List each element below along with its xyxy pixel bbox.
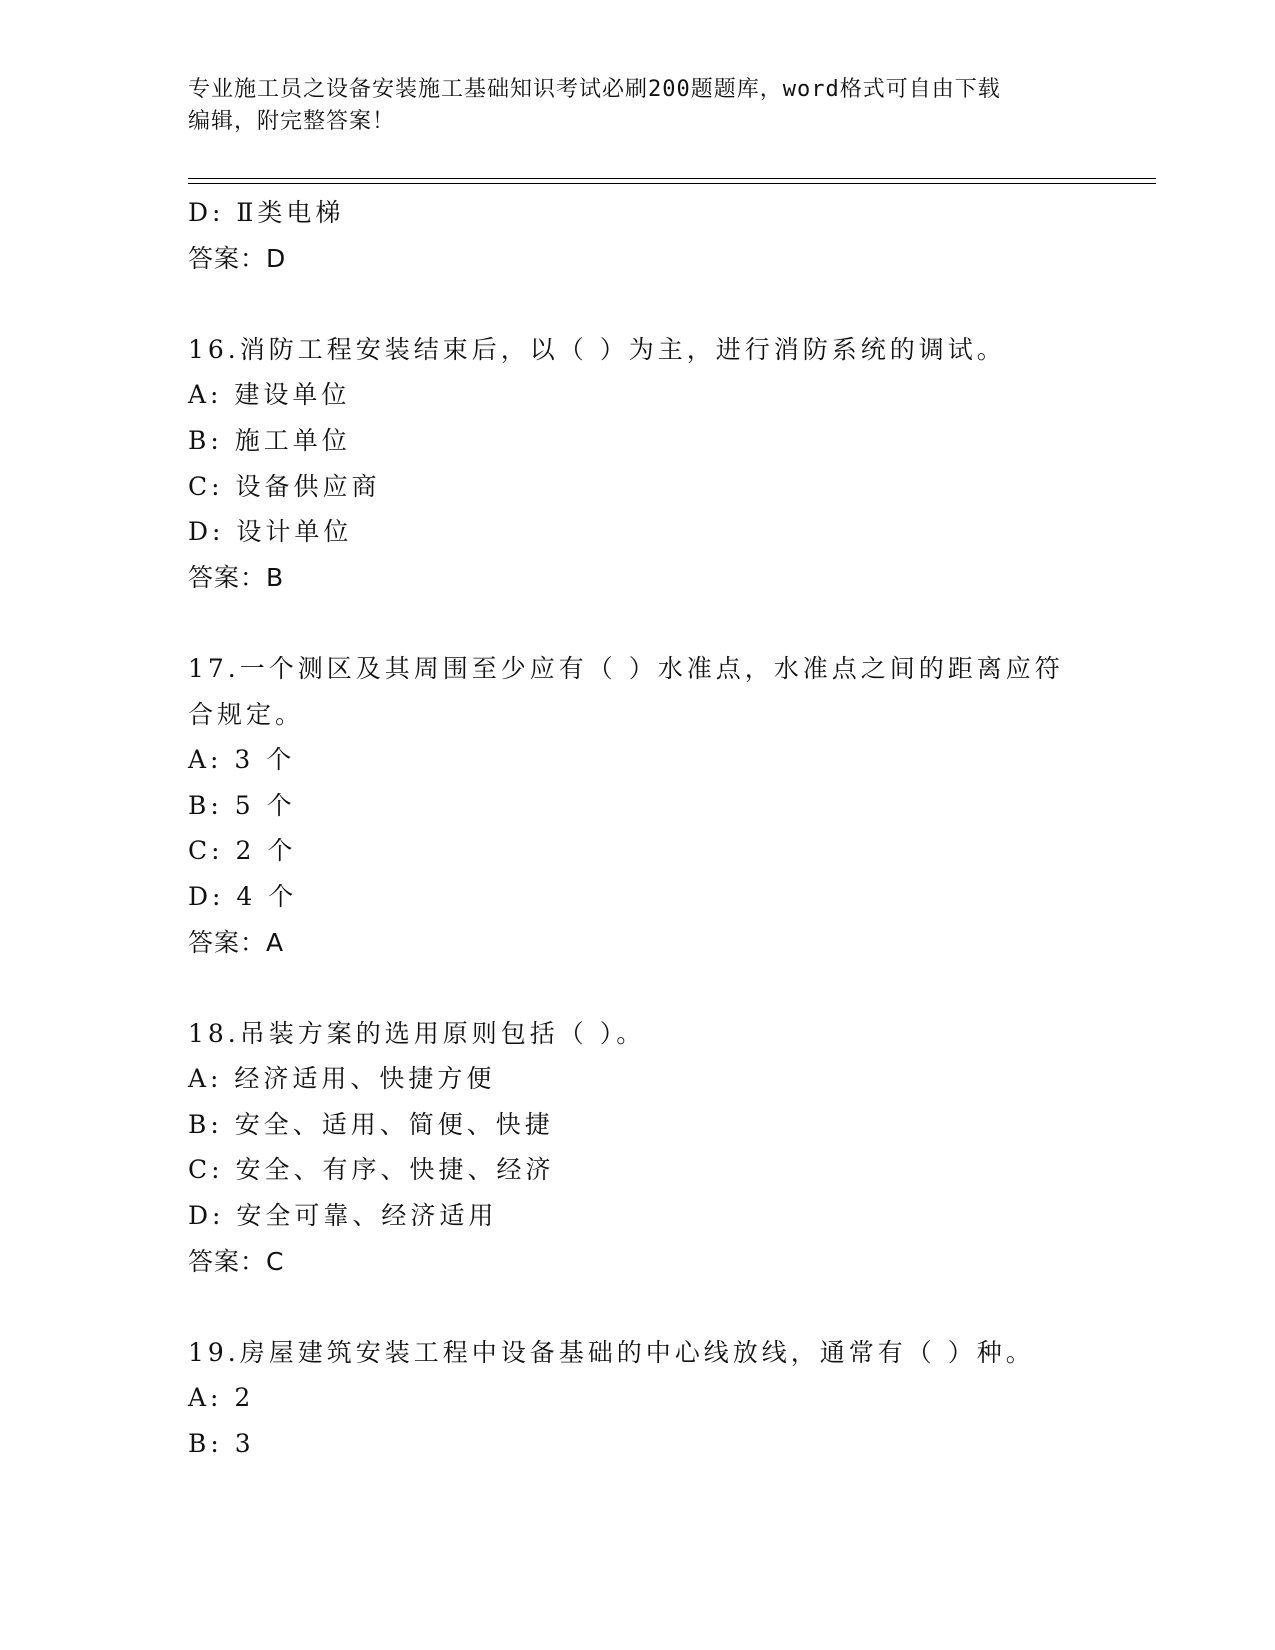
document-header <box>188 74 1068 138</box>
question-17-option-b: B: 5 个 <box>188 790 296 820</box>
spacer <box>188 1284 1088 1330</box>
question-list <box>188 190 1088 1467</box>
spacer <box>188 965 1088 1011</box>
header-title-line-2: 编辑，附完整答案！ <box>188 109 396 134</box>
question-17-stem: 17.一个测区及其周围至少应有（ ）水准点，水准点之间的距离应符 <box>188 653 1064 683</box>
question-17-stem-cont: 合规定。 <box>188 699 305 729</box>
question-16-option-d: D: 设计单位 <box>188 517 353 547</box>
prev-option-d: D: Ⅱ类电梯 <box>188 198 345 227</box>
header-title-line-1: 专业施工员之设备安装施工基础知识考试必刷200题题库，word格式可自由下载 <box>188 77 1001 102</box>
spacer <box>188 600 1088 646</box>
question-19-stem: 19.房屋建筑安装工程中设备基础的中心线放线，通常有（ ）种。 <box>188 1337 1035 1367</box>
question-18-option-d: D: 安全可靠、经济适用 <box>188 1201 498 1231</box>
question-16-option-c: C: 设备供应商 <box>188 471 381 501</box>
question-16-stem: 16.消防工程安装结束后，以（ ）为主，进行消防系统的调试。 <box>188 334 1006 364</box>
spacer <box>188 281 1088 327</box>
header-divider-bottom <box>188 183 1156 184</box>
header-divider-top <box>188 178 1156 179</box>
question-17-answer: 答案：A <box>188 927 285 957</box>
prev-answer: 答案：D <box>188 243 287 273</box>
question-17-option-d: D: 4 个 <box>188 881 298 911</box>
question-16-option-a: A: 建设单位 <box>188 380 351 410</box>
question-18-stem: 18.吊装方案的选用原则包括（ ）。 <box>188 1018 646 1048</box>
question-17-option-a: A: 3 个 <box>188 745 296 775</box>
question-18-option-c: C: 安全、有序、快捷、经济 <box>188 1155 555 1185</box>
question-16-answer: 答案：B <box>188 562 285 592</box>
question-17-option-c: C: 2 个 <box>188 836 297 866</box>
question-19-option-b: B: 3 <box>188 1429 255 1459</box>
question-19-option-a: A: 2 <box>188 1383 255 1413</box>
question-18-answer: 答案：C <box>188 1246 285 1276</box>
question-18-option-a: A: 经济适用、快捷方便 <box>188 1064 496 1094</box>
question-16-option-b: B: 施工单位 <box>188 425 351 455</box>
question-18-option-b: B: 安全、适用、简便、快捷 <box>188 1109 554 1139</box>
